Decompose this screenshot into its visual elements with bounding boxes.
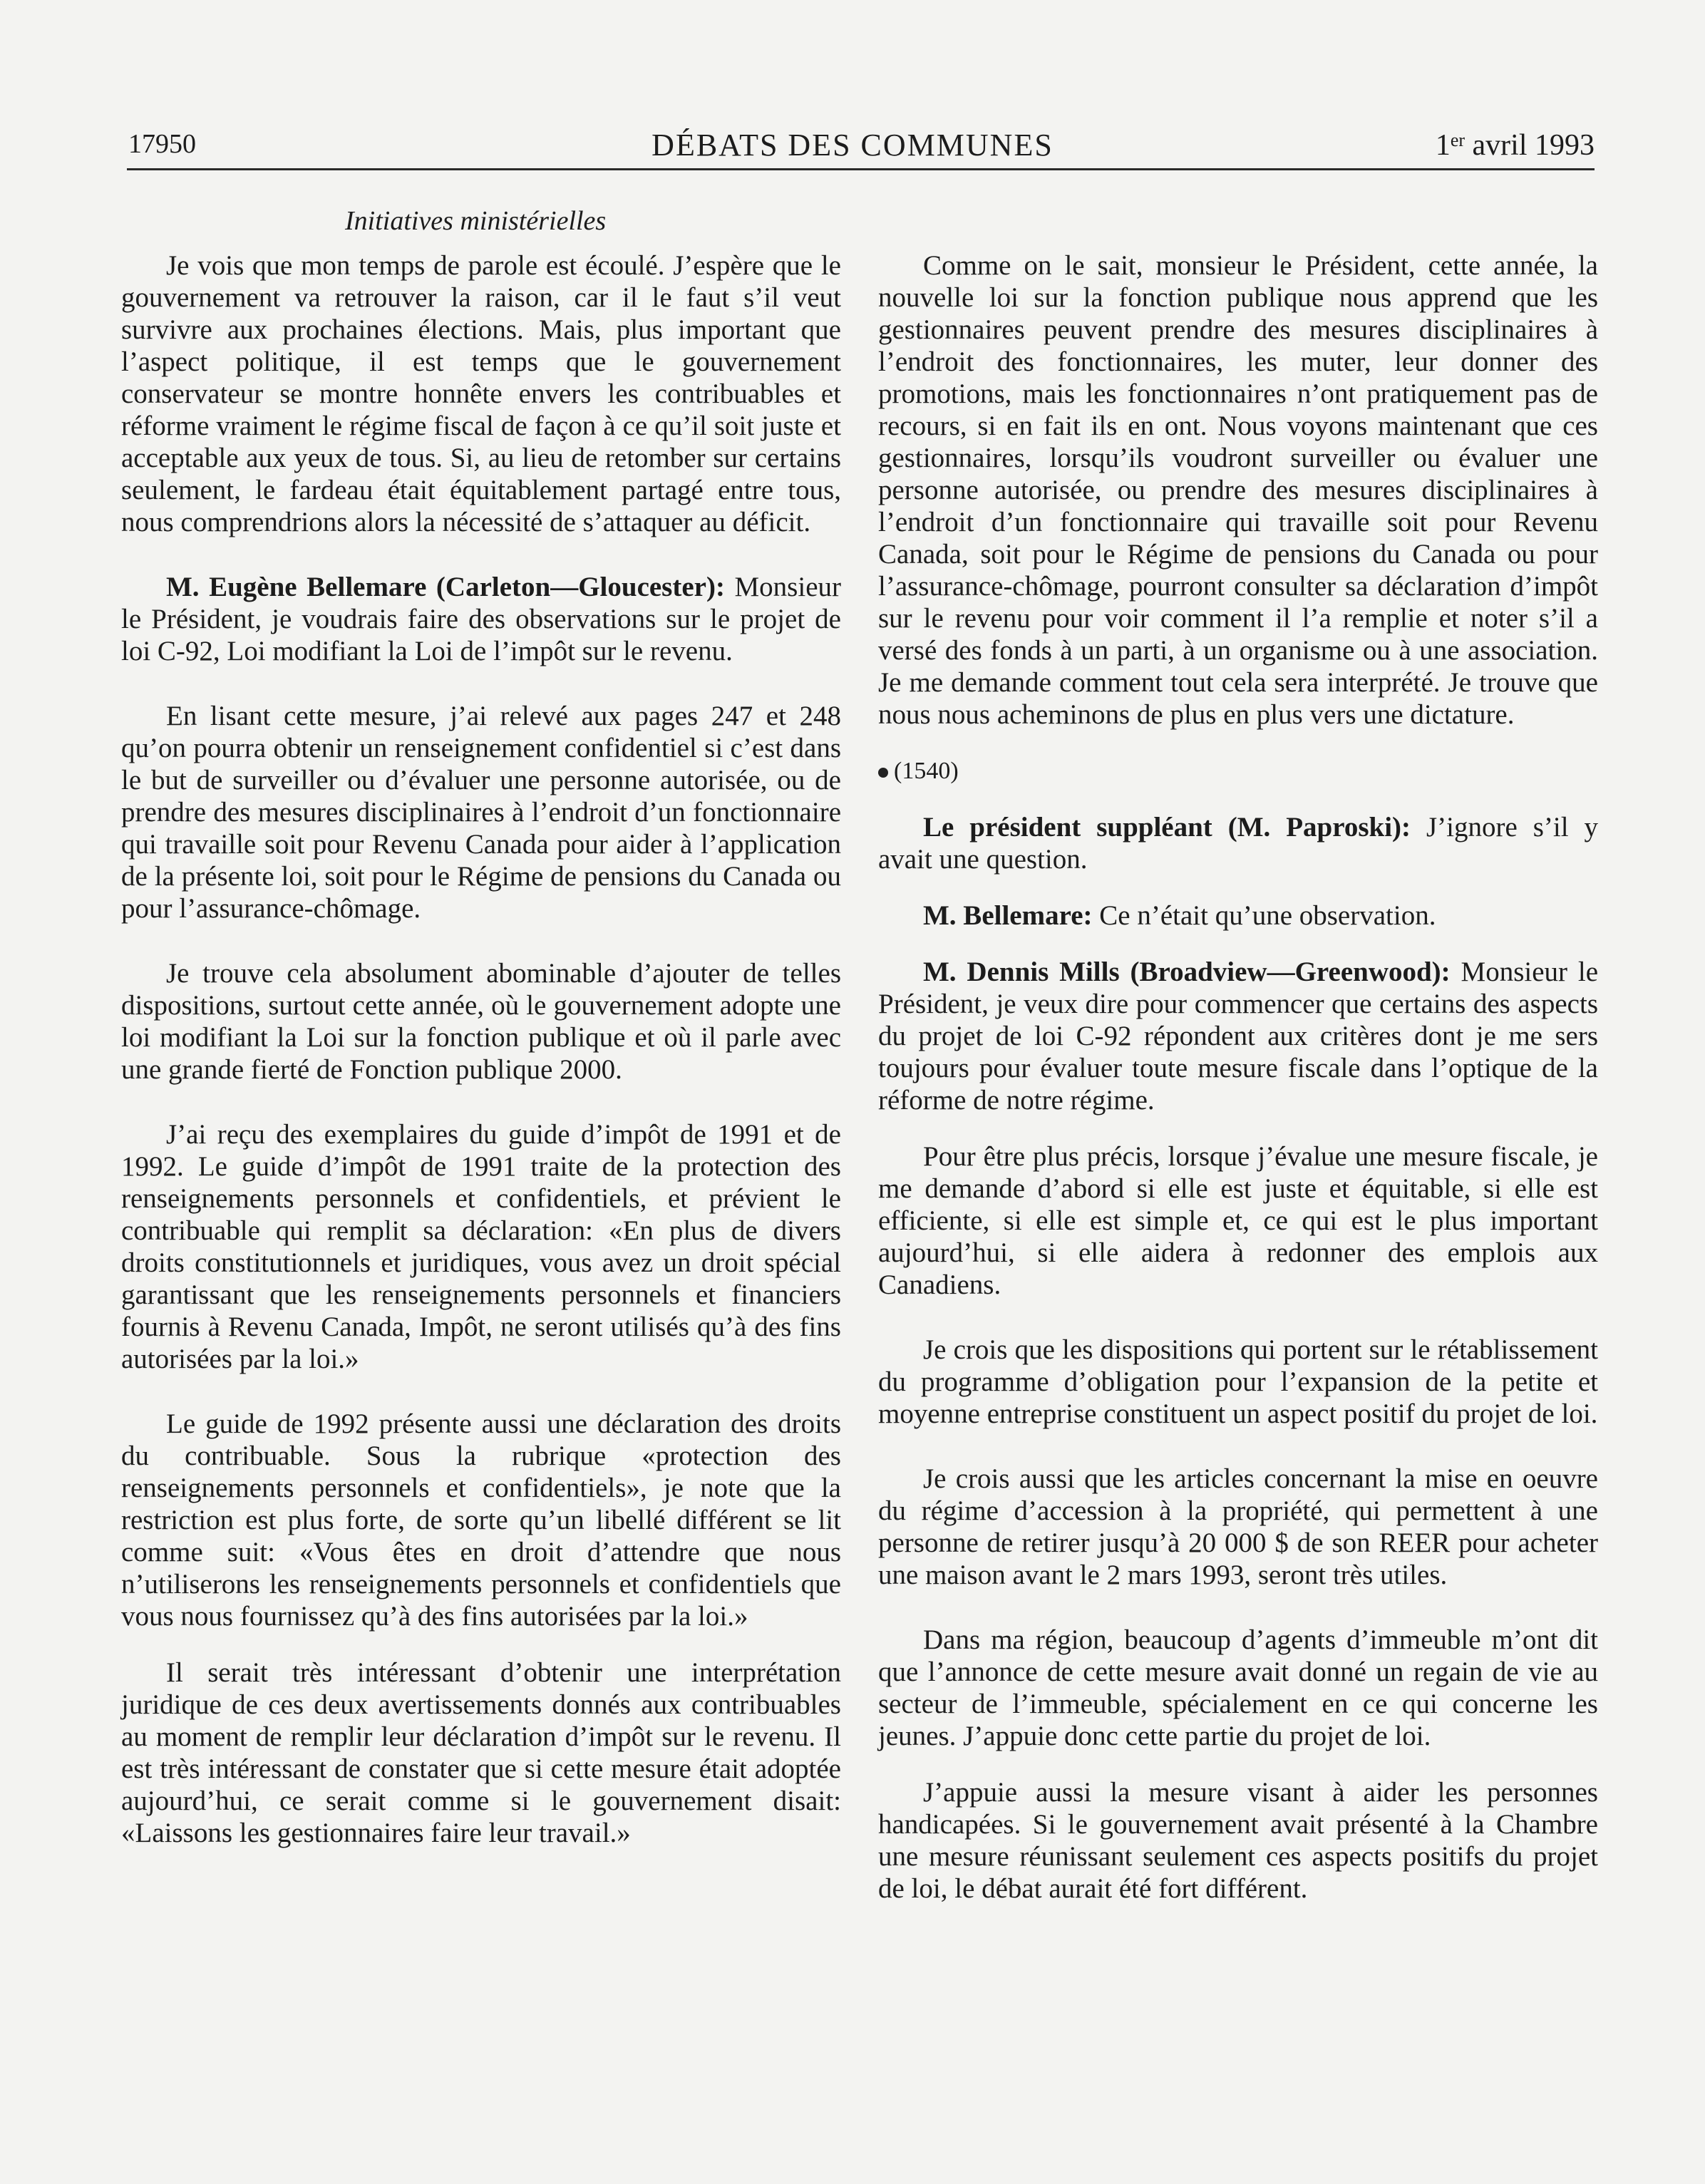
paragraph: Dans ma région, beaucoup d’agents d’immeuble m’ont dit que l’annonce de cette mesure avait donné un regain de vie au secteur de l’immeuble, spécialement en ce qui concerne les jeunes. J’appuie donc cette partie du projet de loi.: [878, 1624, 1598, 1751]
paragraph: Je vois que mon temps de parole est écoulé. J’espère que le gouvernement va retrouver la raison, car il le faut s’il veut survivre aux prochaines élections. Mais, plus important que l’aspect politique, il est temps que le gouvernement conservateur se montre honnête envers les contribuables et réforme vraiment le régime fiscal de façon à ce qu’il soit juste et acceptable aux yeux de tous. Si, au lieu de retomber sur certains seulement, le fardeau était équitablement partagé entre tous, nous comprendrions alors la nécessité de s’attaquer au déficit.: [121, 250, 841, 537]
speaker-name: M. Eugène Bellemare (Carleton—Gloucester):: [166, 572, 725, 602]
paragraph: Je trouve cela absolument abominable d’ajouter de telles dispositions, surtout cette année, où le gouvernement adopte une loi modifiant la Loi sur la fonction publique et où il parle avec une grande fierté de Fonction publique 2000.: [121, 958, 841, 1085]
paragraph: Comme on le sait, monsieur le Président, cette année, la nouvelle loi sur la fonction publique nous apprend que les gestionnaires peuvent prendre des mesures disciplinaires à l’endroit des fonctionnaires, les muter, leur donner des promotions, mais les fonctionnaires n’ont pratiquement pas de recours, si en fait ils en ont. Nous voyons maintenant que ces gestionnaires, lorsqu’ils voudront surveiller ou évaluer une personne autorisée, ou prendre des mesures disciplinaires à l’endroit d’un fonctionnaire qui travaille soit pour Revenu Canada, soit pour le Régime de pensions du Canada ou pour l’assurance-chômage, pourront consulter sa déclaration d’impôt sur le revenu pour voir comment il l’a remplie et noter s’il a versé des fonds à un parti, à un organisme ou à une association. Je me demande comment tout cela sera interprété. Je trouve que nous nous acheminons de plus en plus vers une dictature.: [878, 250, 1598, 730]
publication-date: [1436, 128, 1595, 163]
right-column: [878, 249, 1598, 1937]
header-rule: [127, 168, 1595, 170]
left-column: [121, 249, 841, 1882]
section-title: Initiatives ministérielles: [345, 206, 607, 236]
speech-text: Monsieur le Président, je veux dire pour commencer que certains des aspects du projet de loi C-92 répondent aux critères dont je me sers toujours pour évaluer toute mesure fiscale dans l’optique de la réforme de notre régime.: [878, 957, 1599, 1116]
speech-text: J’ignore s’il y avait une question.: [878, 812, 1598, 875]
publication-title: DÉBATS DES COMMUNES: [651, 128, 1054, 163]
time-marker-text: (1540): [894, 758, 959, 784]
paragraph: Je crois aussi que les articles concernant la mise en oeuvre du régime d’accession à la propriété, qui permettent à une personne de retirer jusqu’à 20 000 $ de son REER pour acheter une maison avant le 2 mars 1993, seront très utiles.: [878, 1463, 1598, 1590]
paragraph: [878, 900, 1598, 932]
time-marker: [878, 755, 1598, 787]
paragraph: [121, 571, 841, 667]
speaker-name: M. Dennis Mills (Broadview—Greenwood):: [923, 957, 1451, 987]
paragraph: J’appuie aussi la mesure visant à aider les personnes handicapées. Si le gouvernement avait présenté à la Chambre une mesure réunissant seulement ces aspects positifs du projet de loi, le débat aurait été fort différent.: [878, 1777, 1598, 1904]
paragraph: [878, 956, 1598, 1116]
date-superscript: er: [1450, 130, 1466, 150]
paragraph: En lisant cette mesure, j’ai relevé aux pages 247 et 248 qu’on pourra obtenir un renseignement confidentiel si c’est dans le but de surveiller ou d’évaluer une personne autorisée, ou de prendre des mesures disciplinaires à l’endroit d’un fonctionnaire qui travaille soit pour Revenu Canada pour aider à l’application de la présente loi, soit pour le Régime de pensions du Canada ou pour l’assurance-chômage.: [121, 701, 841, 924]
speech-text: Monsieur le Président, je voudrais faire des observations sur le projet de loi C-92, Loi modifiant la Loi de l’impôt sur le revenu.: [121, 572, 841, 666]
paragraph: Pour être plus précis, lorsque j’évalue une mesure fiscale, je me demande d’abord si elle est juste et équitable, si elle est efficiente, si elle est simple et, ce qui est le plus important aujourd’hui, si elle aidera à redonner des emplois aux Canadiens.: [878, 1141, 1598, 1300]
bullet-icon: [878, 768, 888, 778]
paragraph: J’ai reçu des exemplaires du guide d’impôt de 1991 et de 1992. Le guide d’impôt de 1991 traite de la protection des renseignements personnels et confidentiels, et prévient le contribuable qui remplit sa déclaration: «En plus de divers droits constitutionnels et juridiques, vous avez un droit spécial garantissant que les renseignements personnels et financiers fournis à Revenu Canada, Impôt, ne seront utilisés qu’à des fins autorisées par la loi.»: [121, 1119, 841, 1374]
paragraph: Il serait très intéressant d’obtenir une interprétation juridique de ces deux avertissements donnés aux contribuables au moment de remplir leur déclaration d’impôt sur le revenu. Il est très intéressant de constater que si cette mesure était adoptée aujourd’hui, ce serait comme si le gouvernement disait: «Laissons les gestionnaires faire leur travail.»: [121, 1657, 841, 1848]
date-month-year: avril 1993: [1465, 129, 1595, 162]
date-day: 1: [1435, 129, 1451, 162]
speaker-name: M. Bellemare:: [923, 900, 1093, 931]
page-number: 17950: [128, 129, 196, 159]
paragraph: Je crois que les dispositions qui portent sur le rétablissement du programme d’obligation pour l’expansion de la petite et moyenne entreprise constituent un aspect positif du projet de loi.: [878, 1334, 1598, 1429]
speech-text: Ce n’était qu’une observation.: [1092, 900, 1436, 931]
paragraph: [878, 811, 1598, 875]
speaker-name: Le président suppléant (M. Paproski):: [923, 812, 1411, 843]
paragraph: Le guide de 1992 présente aussi une déclaration des droits du contribuable. Sous la rubrique «protection des renseignements personnels et confidentiels», je note que la restriction est plus forte, de sorte qu’un libellé différent se lit comme suit: «Vous êtes en droit d’attendre que nous n’utiliserons les renseignements personnels et confidentiels que vous nous fournissez qu’à des fins autorisées par la loi.»: [121, 1408, 841, 1632]
